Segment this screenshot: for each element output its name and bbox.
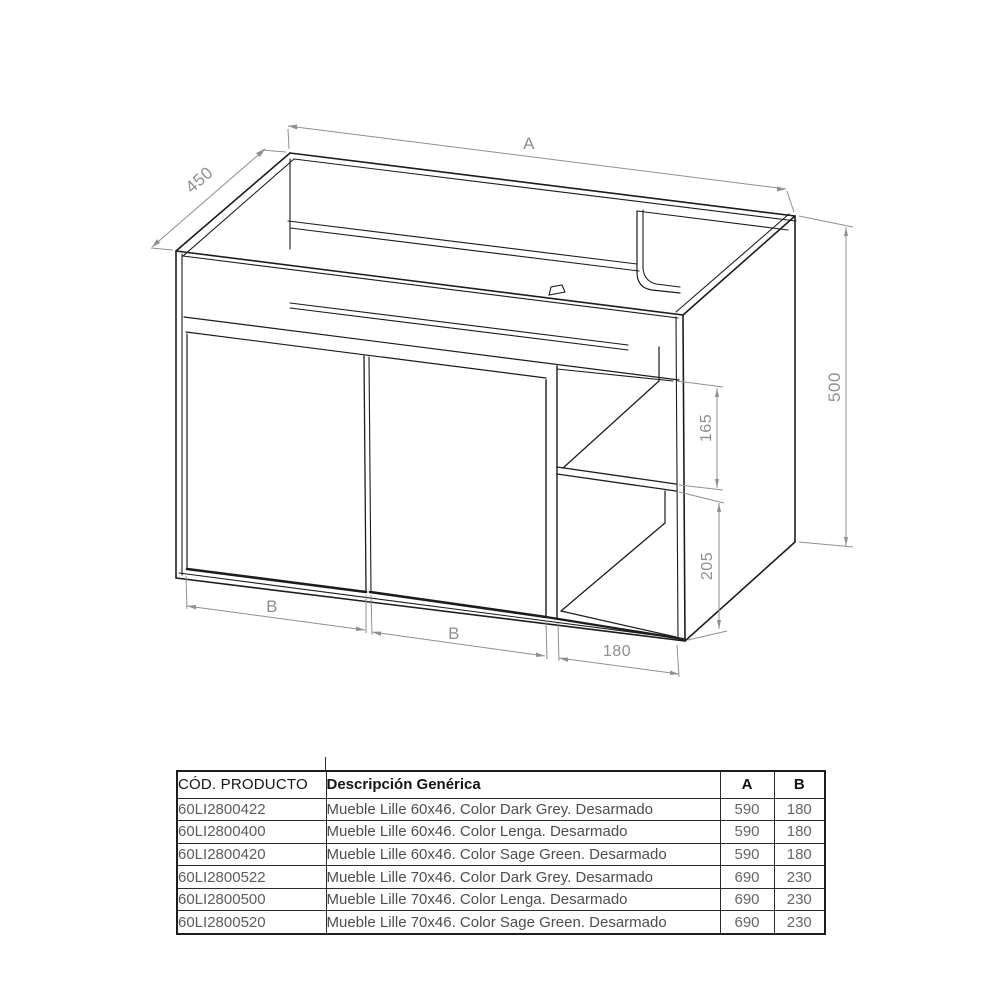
header-a: A	[720, 771, 774, 798]
cell-a: 590	[720, 821, 774, 844]
cell-b: 180	[774, 843, 825, 866]
product-table	[176, 770, 826, 935]
cell-b: 230	[774, 911, 825, 934]
cell-a: 590	[720, 843, 774, 866]
cell-description: Mueble Lille 60x46. Color Lenga. Desarmado	[326, 821, 720, 844]
dim-label-165: 165	[698, 413, 715, 443]
dim-label-180: 180	[602, 643, 632, 660]
mounting-clip	[549, 285, 565, 295]
cell-b: 230	[774, 866, 825, 889]
cell-a: 690	[720, 911, 774, 934]
table-row	[177, 798, 825, 821]
cell-code: 60LI2800400	[177, 821, 326, 844]
cell-b: 180	[774, 821, 825, 844]
dim-label-b-right: B	[448, 624, 460, 643]
table-header-row	[177, 771, 825, 798]
dim-label-b-left: B	[266, 597, 278, 616]
table-row	[177, 821, 825, 844]
cell-b: 230	[774, 888, 825, 911]
dim-label-450: 450	[181, 162, 217, 197]
cell-code: 60LI2800520	[177, 911, 326, 934]
dimension-lines	[151, 126, 853, 677]
table-row	[177, 888, 825, 911]
cell-a: 690	[720, 866, 774, 889]
cell-description: Mueble Lille 60x46. Color Sage Green. Desarmado	[326, 843, 720, 866]
table-column-tick	[325, 757, 326, 770]
cell-description: Mueble Lille 70x46. Color Sage Green. Desarmado	[326, 911, 720, 934]
cell-description: Mueble Lille 60x46. Color Dark Grey. Desarmado	[326, 798, 720, 821]
cell-a: 690	[720, 888, 774, 911]
middle-shelf	[557, 467, 676, 484]
door-divider	[364, 356, 366, 591]
table-row	[177, 911, 825, 934]
cell-code: 60LI2800522	[177, 866, 326, 889]
header-description: Descripción Genérica	[326, 771, 720, 798]
cell-description: Mueble Lille 70x46. Color Lenga. Desarmado	[326, 888, 720, 911]
cell-code: 60LI2800420	[177, 843, 326, 866]
cell-code: 60LI2800422	[177, 798, 326, 821]
cell-a: 590	[720, 798, 774, 821]
header-b: B	[774, 771, 825, 798]
dimension-arrows	[152, 125, 848, 676]
header-code: CÓD. PRODUCTO	[177, 771, 326, 798]
dim-label-205: 205	[699, 551, 716, 581]
cell-code: 60LI2800500	[177, 888, 326, 911]
dim-label-a: A	[523, 134, 535, 153]
table-row	[177, 843, 825, 866]
dim-label-500: 500	[825, 372, 844, 402]
cell-description: Mueble Lille 70x46. Color Dark Grey. Desarmado	[326, 866, 720, 889]
table-row	[177, 866, 825, 889]
cell-b: 180	[774, 798, 825, 821]
